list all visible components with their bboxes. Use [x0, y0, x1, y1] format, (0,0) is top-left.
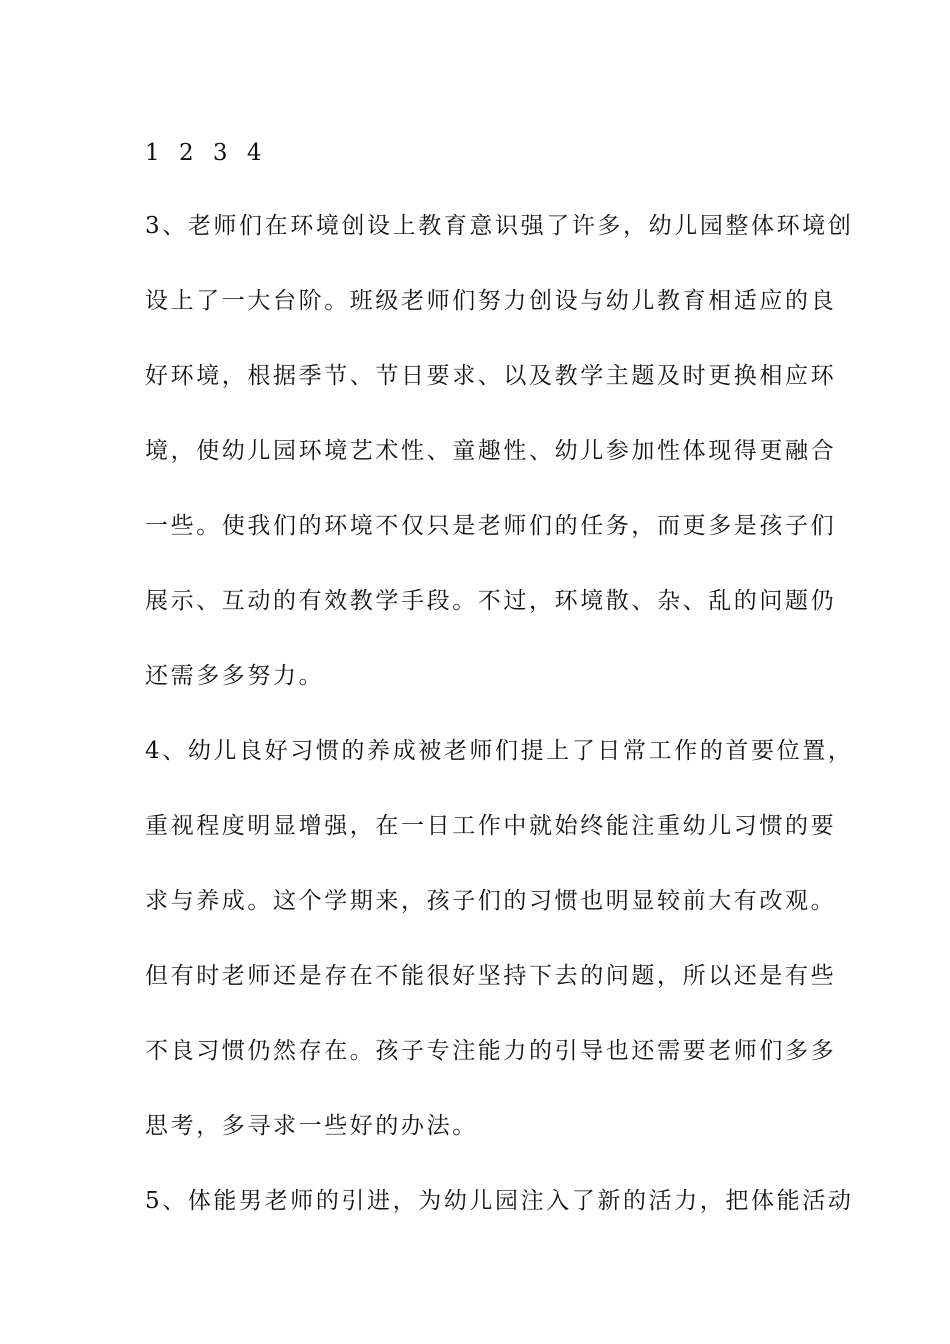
- page-numbers: 1 2 3 4: [145, 140, 268, 166]
- paragraph-line: 一些。使我们的环境不仅只是老师们的任务，而更多是孩子们: [145, 513, 837, 539]
- paragraph-line: 境，使幼儿园环境艺术性、童趣性、幼儿参加性体现得更融合: [145, 438, 837, 464]
- paragraph-line: 展示、互动的有效教学手段。不过，环境散、杂、乱的问题仍: [145, 588, 837, 614]
- paragraph-line: 但有时老师还是存在不能很好坚持下去的问题，所以还是有些: [145, 963, 837, 989]
- paragraph-line: 设上了一大台阶。班级老师们努力创设与幼儿教育相适应的良: [145, 288, 837, 314]
- paragraph-line: 还需多多努力。: [145, 663, 325, 689]
- paragraph-line: 求与养成。这个学期来，孩子们的习惯也明显较前大有改观。: [145, 888, 837, 914]
- paragraph-line: 好环境，根据季节、节日要求、以及教学主题及时更换相应环: [145, 363, 837, 389]
- paragraph-line: 4、幼儿良好习惯的养成被老师们提上了日常工作的首要位置，: [145, 738, 854, 764]
- paragraph-line: 不良习惯仍然存在。孩子专注能力的引导也还需要老师们多多: [145, 1038, 837, 1064]
- paragraph-line: 重视程度明显增强，在一日工作中就始终能注重幼儿习惯的要: [145, 813, 837, 839]
- paragraph-line: 3、老师们在环境创设上教育意识强了许多，幼儿园整体环境创: [145, 213, 854, 239]
- paragraph-line: 思考，多寻求一些好的办法。: [145, 1113, 478, 1139]
- paragraph-line: 5、体能男老师的引进，为幼儿园注入了新的活力，把体能活动: [145, 1188, 854, 1214]
